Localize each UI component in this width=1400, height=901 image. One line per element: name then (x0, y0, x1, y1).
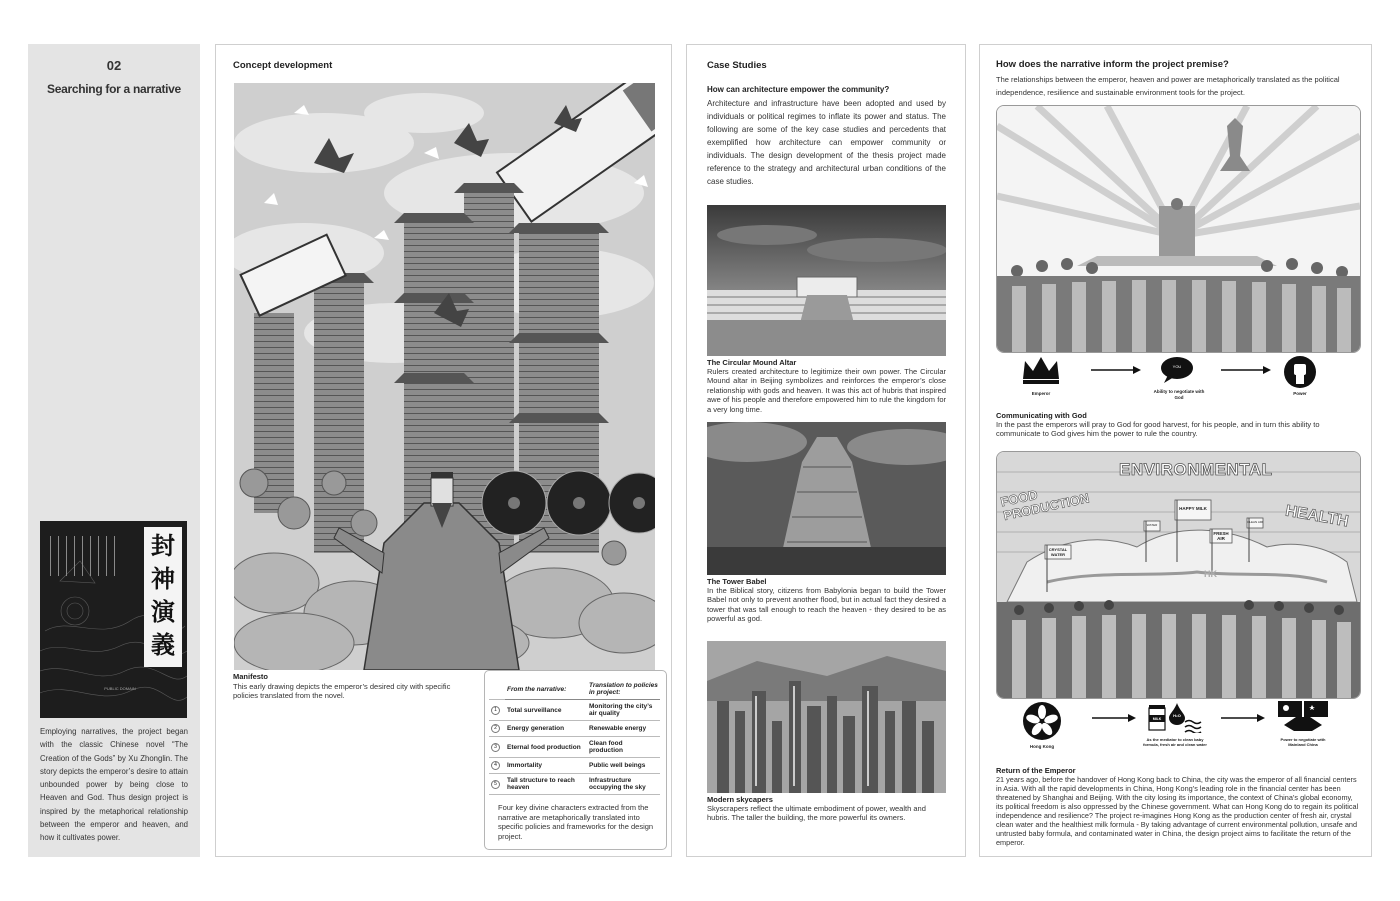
case-1-text: Rulers created architecture to legitimize their own power. The Circular Mound altar in Beijing symbolizes and reinforces the emperor’s close relationship with gods and heaven. It was this act of hubris that inspired awe of his people and therefore empowered him to rule the kingdom for a very long time. (707, 367, 946, 414)
flag-happy-milk: HAPPY MILK (1179, 506, 1207, 511)
translation-table (489, 679, 660, 795)
milk-can-label: MILK (1152, 717, 1162, 721)
sidebar (28, 44, 200, 857)
case-1-title: The Circular Mound Altar (707, 358, 797, 367)
flow-1 (996, 355, 1359, 401)
crown-icon (1021, 355, 1061, 385)
narrative-intro: The relationships between the emperor, heaven and power are metaphorically translated as the political independence, resilience and sustainable environment tools for the project. (996, 75, 1340, 97)
flow-1-negotiate-label: Ability to negotiate with God (1153, 389, 1205, 400)
case-panel (686, 44, 966, 857)
water-drop-label: H₂O (1173, 713, 1181, 718)
row-policy: Infrastructure occupying the sky (587, 774, 660, 795)
row-narrative: Tall structure to reach heaven (505, 774, 587, 795)
row-policy: Public well beings (587, 758, 660, 774)
bauhinia-flower-icon (1022, 701, 1062, 741)
case-subheading: How can architecture empower the community? (707, 85, 890, 94)
case-heading: Case Studies (707, 60, 767, 71)
case-3-title: Modern skycapers (707, 795, 773, 804)
flow-2 (996, 701, 1359, 761)
flag-water: WATER (1146, 523, 1158, 527)
row-policy: Clean food production (587, 737, 660, 758)
flag-clean-air: CLEAN AIR (1247, 520, 1263, 524)
row-narrative: Eternal food production (505, 737, 587, 758)
row-number-badge: 3 (491, 743, 500, 752)
case-2-title: The Tower Babel (707, 577, 767, 586)
health-word: HEALTH (1284, 502, 1350, 531)
row-number (489, 700, 505, 721)
flow-1-power-label: Power (1293, 391, 1307, 396)
section-1-title: Communicating with God (996, 411, 1087, 420)
table-header-policy: Translation to policies in project: (587, 679, 660, 700)
flag-crystal-water: CRYSTAL WATER (1048, 547, 1068, 557)
row-narrative: Total surveillance (505, 700, 587, 721)
flow-2-hong-kong-label: Hong Kong (1029, 744, 1055, 749)
case-3-text: Skyscrapers reflect the ultimate embodiment of power, wealth and hubris. The taller the building, the more powerful its owners. (707, 804, 926, 823)
raised-fist-icon (1283, 355, 1317, 389)
arrow-right-icon (1221, 365, 1271, 375)
book-cover-image (40, 521, 187, 718)
hong-kong-illustration (996, 451, 1361, 699)
section-title: Searching for a narrative (47, 82, 181, 96)
book-cover-title: 封神演義 (151, 531, 175, 659)
table-footnote: Four key divine characters extracted from the narrative are metaphorically translated into specific policies and frameworks for the design project. (498, 803, 654, 841)
narrative-heading: How does the narrative inform the project premise? (996, 59, 1229, 70)
handshake-flags-icon (1278, 701, 1328, 733)
flow-1-emperor-label: Emperor (1031, 391, 1051, 396)
row-narrative: Immortality (505, 758, 587, 774)
narrative-panel (979, 44, 1372, 857)
flow-2-mediator-label: As the mediator to clean baby formula, fresh air and clean water (1143, 737, 1207, 747)
arrow-right-icon (1221, 713, 1265, 723)
table-header-num (489, 679, 505, 700)
case-intro: Architecture and infrastructure have been adopted and used by individuals or political regimes to inflate its power and status. The following are some of the key case studies and percedents that exemplified how architecture can empower community or individuals. The design development of the thesis project made reference to the strategy and architectural urban conditions of the case studies. (707, 99, 946, 186)
table-row (489, 700, 660, 721)
section-2-text: 21 years ago, before the handover of Hong Kong back to China, the city was the emperor of all financial centers in Asia. With all the rapid developments in China, Hong Kong’s leading role in the financial center has been threatened by Shanghai and Beijing. With the city losing its importance, the context of China’s global economy, its political freedom is also oppressed by the Chinese government. What can Hong Kong do to regain its political independence and resilience? The project re-imagines Hong Kong as the production center of fresh air, crystal clean water and the healthiest milk formula - By taking advantage of current environmental pollution, unsafe and untrusted baby formula, and contaminated water in China, the design project aims to facilitate the return of the emperor. (996, 775, 1359, 847)
manifesto-drawing (234, 83, 655, 670)
book-cover-small: PUBLIC DOMAIN (104, 686, 136, 691)
row-number (489, 737, 505, 758)
row-policy: Renewable energy (587, 721, 660, 737)
row-policy: Monitoring the city’s air quality (587, 700, 660, 721)
row-number (489, 721, 505, 737)
intro-paragraph: Employing narratives, the project began with the classic Chinese novel “The Creation of the Gods” by Xu Zhonglin. The story depicts the emperor’s desire to attain unbounded power by being close to Heaven and God. Thus design project is inspired by the metaphorical relationship between the emperor and heaven, and how it cultivates power. (40, 727, 188, 843)
concept-panel (215, 44, 672, 857)
table-row (489, 774, 660, 795)
row-number (489, 774, 505, 795)
section-1-text: In the past the emperors will pray to God for good harvest, for his people, and in turn this ability to communicate to God gives him the power to rule the country. (996, 420, 1320, 439)
concept-heading: Concept development (233, 60, 333, 71)
translation-table-box (484, 670, 667, 850)
environmental-word: ENVIRONMENTAL (1119, 460, 1273, 479)
food-production-word: FOOD PRODUCTION (999, 486, 1091, 524)
section-2-title: Return of the Emperor (996, 766, 1076, 775)
flag-fresh-air: FRESH AIR (1213, 531, 1229, 541)
row-number-badge: 1 (491, 706, 500, 715)
air-waves-icon (1184, 719, 1202, 733)
table-row (489, 758, 660, 774)
table-header-row (489, 679, 660, 700)
section-number: 02 (106, 58, 122, 73)
table-row (489, 737, 660, 758)
circular-mound-photo (707, 205, 946, 356)
emperor-illustration (996, 105, 1361, 353)
case-2-text: In the Biblical story, citizens from Babylonia began to build the Tower Babel not only to prevent another flood, but in actual fact they desired a tower that was tall enough to reach the heaven - they desired to be as powerful as god. (707, 586, 946, 624)
skyscrapers-photo (707, 641, 946, 793)
speech-bubble-icon (1160, 355, 1198, 385)
tower-babel-image (707, 422, 946, 575)
row-narrative: Energy generation (505, 721, 587, 737)
manifesto-text: This early drawing depicts the emperor’s desired city with specific policies translated from the novel. (233, 682, 451, 701)
table-row (489, 721, 660, 737)
row-number-badge: 4 (491, 761, 500, 770)
manifesto-title: Manifesto (233, 672, 269, 681)
table-header-narrative: From the narrative: (505, 679, 587, 700)
arrow-right-icon (1092, 713, 1136, 723)
row-number-badge: 2 (491, 724, 500, 733)
row-number-badge: 5 (491, 780, 500, 789)
row-number (489, 758, 505, 774)
hk-map-label: HK (1204, 569, 1217, 579)
arrow-right-icon (1091, 365, 1141, 375)
flow-2-power-label: Power to negotiate with Mainland China (1280, 737, 1326, 747)
speech-bubble-text: YOU (1172, 364, 1182, 369)
